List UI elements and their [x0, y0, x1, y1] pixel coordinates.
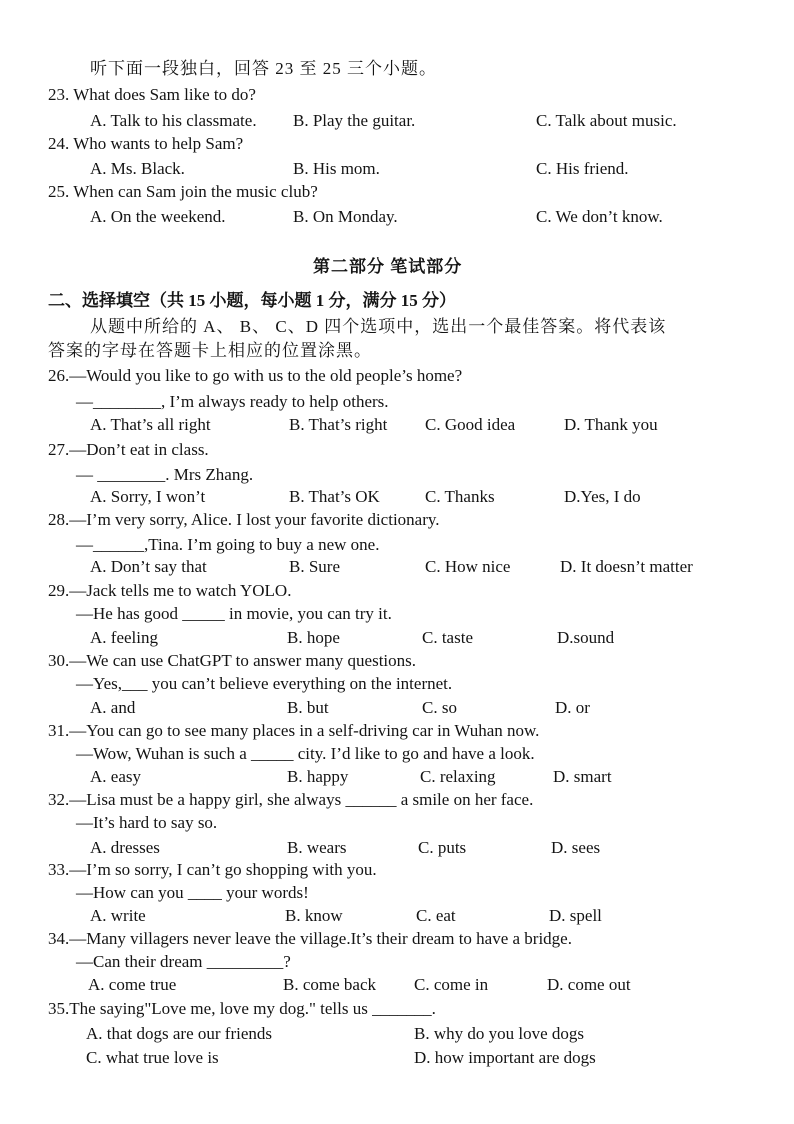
q30-option-c: C. so: [422, 698, 457, 717]
q34-option-c: C. come in: [414, 975, 489, 994]
q34-option-b: B. come back: [283, 975, 376, 994]
q30-option-a: A. and: [90, 698, 136, 717]
question-33-line1: 33.—I’m so sorry, I can’t go shopping with you.: [48, 860, 377, 879]
q31-option-d: D. smart: [553, 767, 612, 786]
question-26-line2: —________, I’m always ready to help others.: [76, 392, 389, 411]
q31-option-c: C. relaxing: [420, 767, 496, 786]
question-23: 23. What does Sam like to do?: [48, 85, 256, 104]
q28-option-b: B. Sure: [289, 557, 340, 576]
q35-option-d: D. how important are dogs: [414, 1048, 596, 1067]
question-30-line2: —Yes,___ you can’t believe everything on the internet.: [76, 674, 453, 693]
q32-option-c: C. puts: [418, 838, 467, 857]
q26-option-b: B. That’s right: [289, 415, 388, 434]
q26-option-d: D. Thank you: [564, 415, 658, 434]
question-31-line2: —Wow, Wuhan is such a _____ city. I’d like to go and have a look.: [76, 744, 535, 763]
q26-option-a: A. That’s all right: [90, 415, 211, 434]
part2-title: 第二部分 笔试部分: [313, 257, 463, 276]
question-25: 25. When can Sam join the music club?: [48, 182, 318, 201]
q35-option-a: A. that dogs are our friends: [86, 1024, 273, 1043]
q33-option-b: B. know: [285, 906, 343, 925]
q23-option-c: C. Talk about music.: [536, 111, 677, 130]
q33-option-d: D. spell: [549, 906, 602, 925]
question-29-line1: 29.—Jack tells me to watch YOLO.: [48, 581, 292, 600]
q28-option-c: C. How nice: [425, 557, 511, 576]
q32-option-d: D. sees: [551, 838, 601, 857]
q34-option-a: A. come true: [88, 975, 177, 994]
question-34-line2: —Can their dream _________?: [76, 952, 291, 971]
q27-option-b: B. That’s OK: [289, 487, 380, 506]
q35-option-c: C. what true love is: [86, 1048, 219, 1067]
q27-option-d: D.Yes, I do: [564, 487, 641, 506]
q27-option-a: A. Sorry, I won’t: [90, 487, 206, 506]
q24-option-b: B. His mom.: [293, 159, 380, 178]
q28-option-d: D. It doesn’t matter: [560, 557, 693, 576]
q34-option-d: D. come out: [547, 975, 631, 994]
section2-instructions-2: 答案的字母在答题卡上相应的位置涂黑。: [48, 341, 372, 360]
question-32-line1: 32.—Lisa must be a happy girl, she always ______ a smile on her face.: [48, 790, 534, 809]
question-28-line1: 28.—I’m very sorry, Alice. I lost your favorite dictionary.: [48, 510, 440, 529]
q31-option-a: A. easy: [90, 767, 141, 786]
q25-option-a: A. On the weekend.: [90, 207, 226, 226]
q25-option-b: B. On Monday.: [293, 207, 398, 226]
q23-option-b: B. Play the guitar.: [293, 111, 416, 130]
q31-option-b: B. happy: [287, 767, 349, 786]
q29-option-d: D.sound: [557, 628, 615, 647]
question-27-line2: — ________. Mrs Zhang.: [76, 465, 254, 484]
q32-option-b: B. wears: [287, 838, 347, 857]
question-27-line1: 27.—Don’t eat in class.: [48, 440, 209, 459]
question-31-line1: 31.—You can go to see many places in a self-driving car in Wuhan now.: [48, 721, 540, 740]
question-34-line1: 34.—Many villagers never leave the village.It’s their dream to have a bridge.: [48, 929, 572, 948]
section2-instructions-1: 从题中所给的 A、 B、 C、D 四个选项中，选出一个最佳答案。将代表该: [90, 317, 667, 336]
q33-option-c: C. eat: [416, 906, 456, 925]
q35-option-b: B. why do you love dogs: [414, 1024, 584, 1043]
q23-option-a: A. Talk to his classmate.: [90, 111, 257, 130]
question-28-line2: —______,Tina. I’m going to buy a new one.: [76, 535, 380, 554]
q28-option-a: A. Don’t say that: [90, 557, 207, 576]
question-29-line2: —He has good _____ in movie, you can try it.: [76, 604, 392, 623]
q25-option-c: C. We don’t know.: [536, 207, 663, 226]
question-26-line1: 26.—Would you like to go with us to the old people’s home?: [48, 366, 463, 385]
listening-intro: 听下面一段独白，回答 23 至 25 三个小题。: [90, 59, 437, 78]
question-24: 24. Who wants to help Sam?: [48, 134, 244, 153]
section2-header: 二、选择填空（共 15 小题，每小题 1 分，满分 15 分）: [48, 291, 456, 310]
question-33-line2: —How can you ____ your words!: [76, 883, 309, 902]
q30-option-d: D. or: [555, 698, 590, 717]
q24-option-c: C. His friend.: [536, 159, 629, 178]
q29-option-a: A. feeling: [90, 628, 158, 647]
question-35-line1: 35.The saying"Love me, love my dog." tells us _______.: [48, 999, 436, 1018]
q32-option-a: A. dresses: [90, 838, 160, 857]
question-30-line1: 30.—We can use ChatGPT to answer many questions.: [48, 651, 417, 670]
q33-option-a: A. write: [90, 906, 146, 925]
q27-option-c: C. Thanks: [425, 487, 495, 506]
q29-option-c: C. taste: [422, 628, 473, 647]
question-32-line2: —It’s hard to say so.: [76, 813, 218, 832]
q29-option-b: B. hope: [287, 628, 340, 647]
q30-option-b: B. but: [287, 698, 329, 717]
q26-option-c: C. Good idea: [425, 415, 516, 434]
q24-option-a: A. Ms. Black.: [90, 159, 185, 178]
